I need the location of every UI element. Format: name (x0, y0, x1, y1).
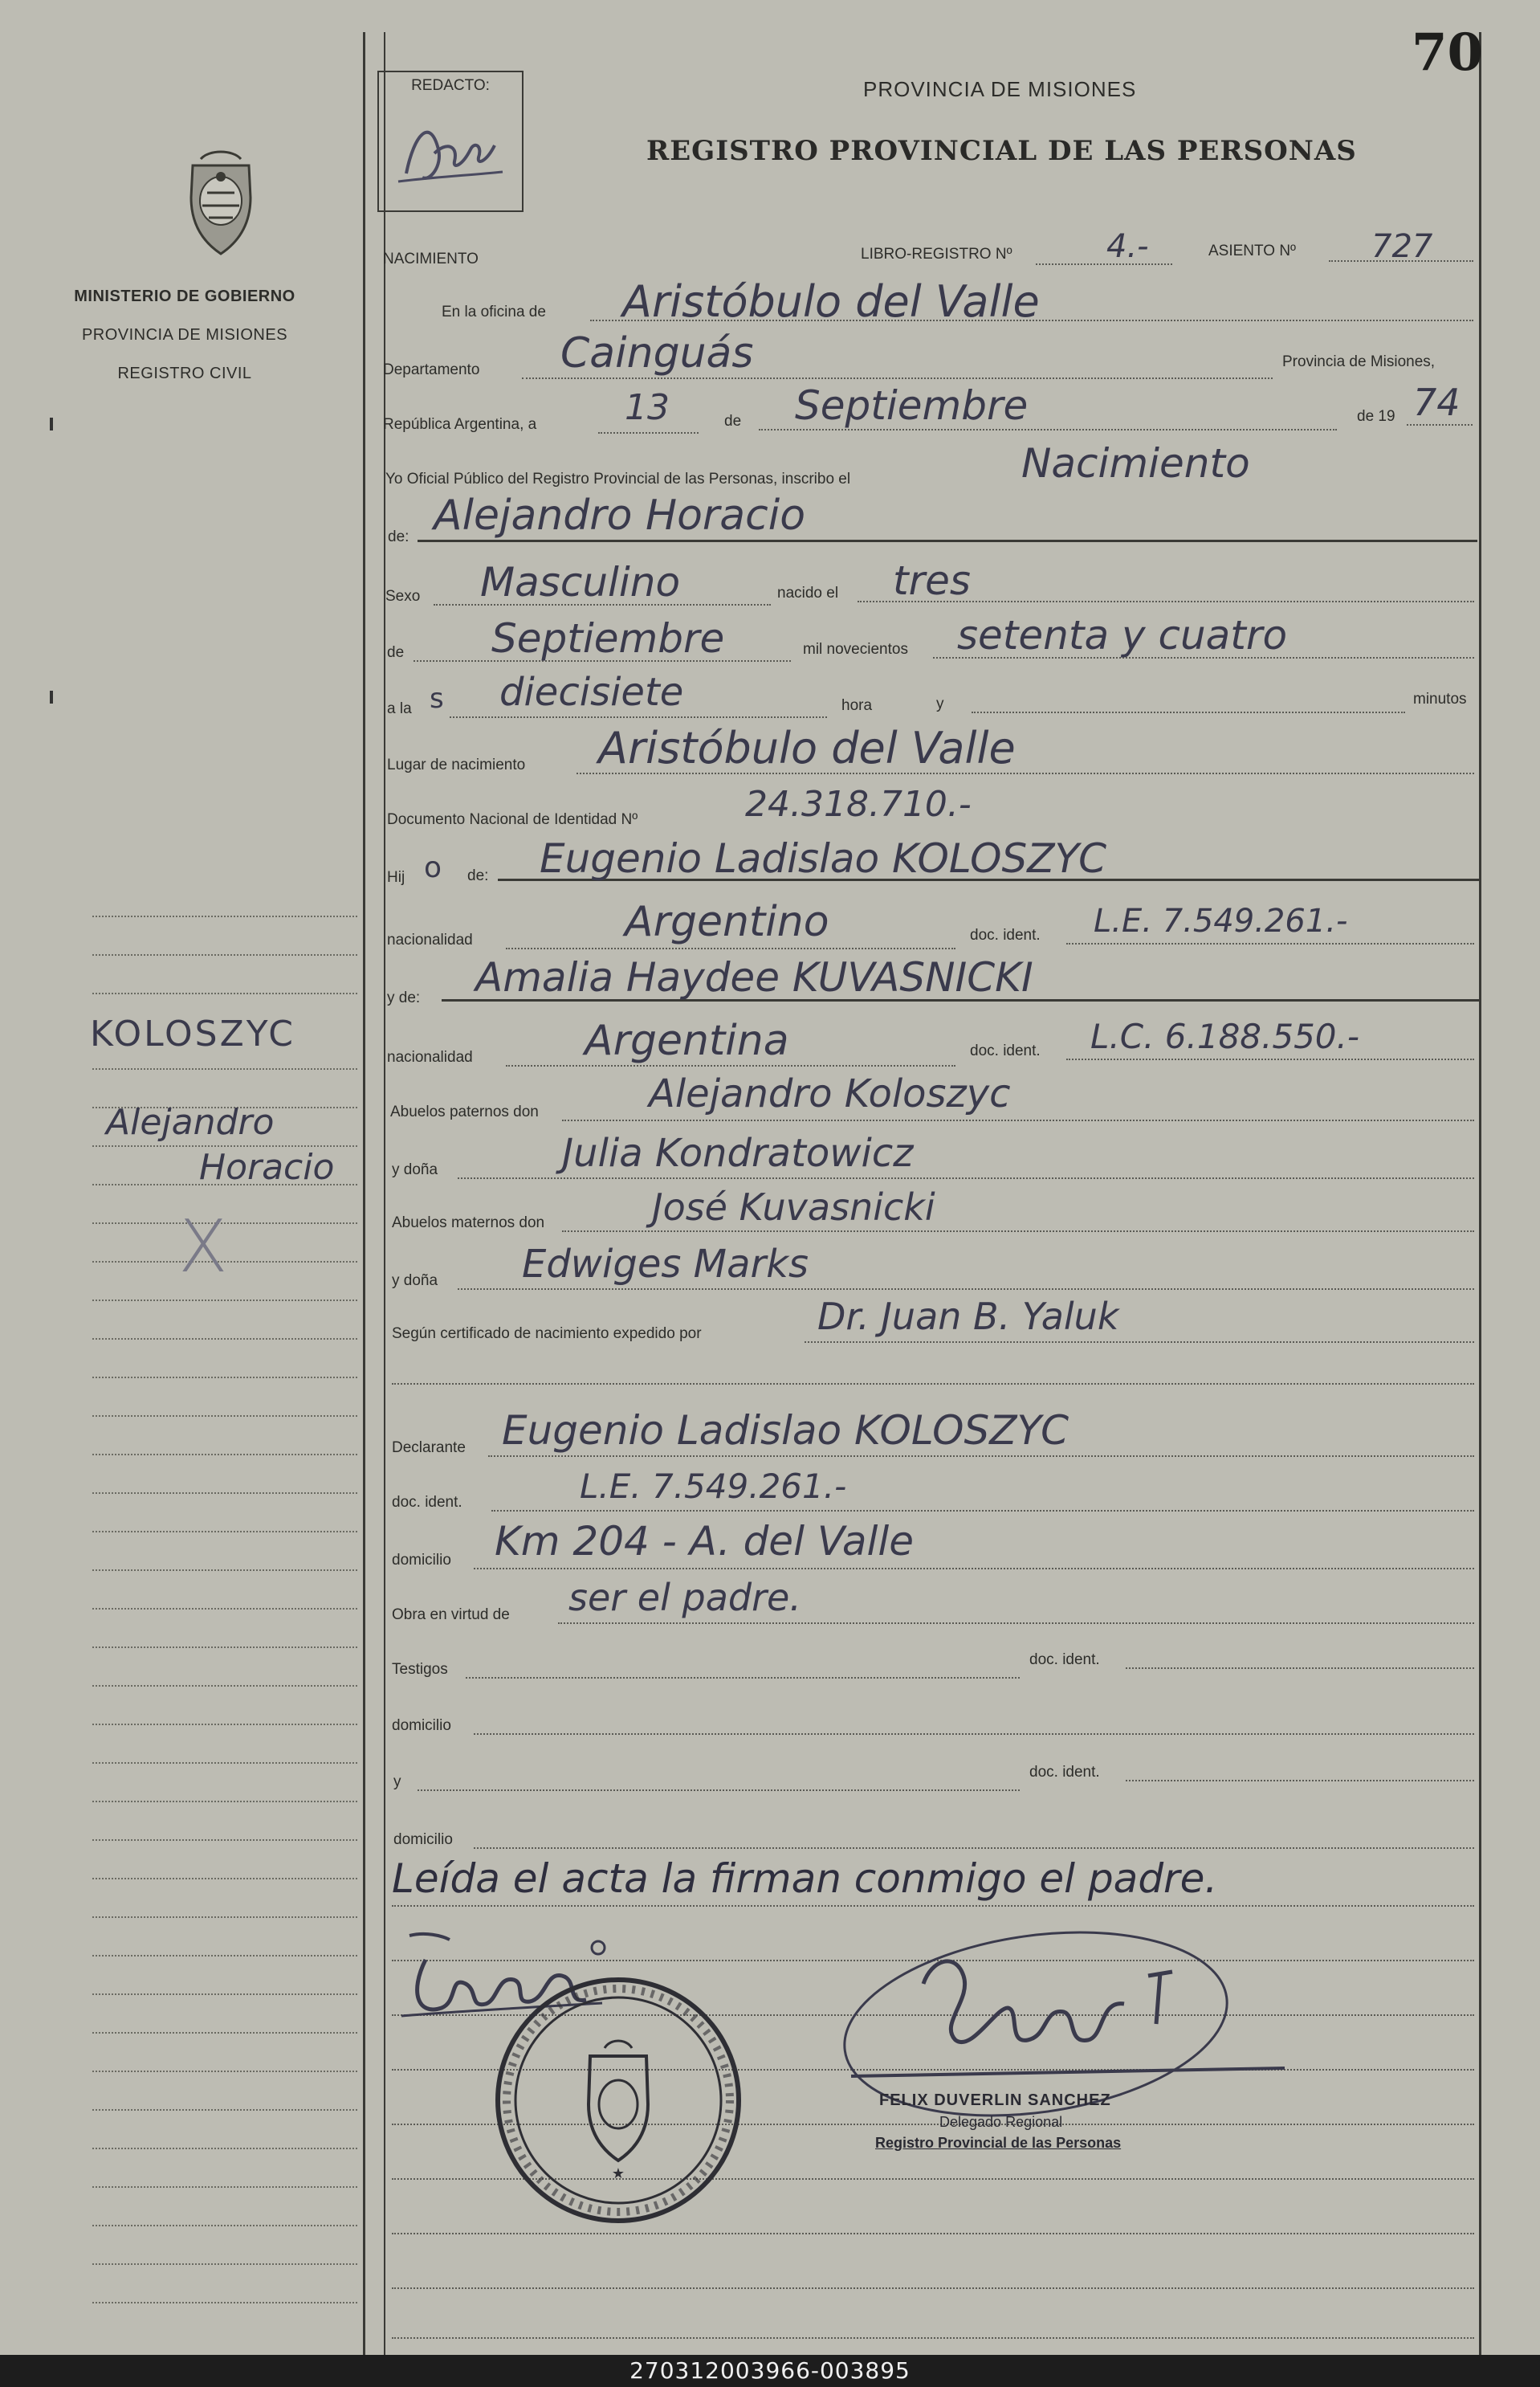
born-de-label: de (387, 644, 405, 661)
witness-address-line (474, 1733, 1474, 1735)
maternal-grandmother-value: Edwiges Marks (522, 1242, 809, 1287)
year-line (1407, 424, 1473, 426)
binding-mark (50, 418, 53, 430)
paternal-dona-label: y doña (392, 1161, 438, 1178)
child-name-value: Alejandro Horacio (434, 492, 806, 540)
certificate-line (805, 1341, 1474, 1343)
maternal-grandparents-label: Abuelos maternos don (392, 1214, 545, 1231)
sidebar-civil-registry: REGISTRO CIVIL (117, 365, 252, 382)
official-registry-stamp: Registro Provincial de las Personas (875, 2135, 1122, 2151)
year-value: 74 (1413, 381, 1461, 424)
born-label: nacido el (777, 585, 839, 602)
binding-mark (50, 691, 53, 704)
provincial-seal-icon (161, 141, 281, 262)
maternal-grandmother-line (458, 1288, 1474, 1290)
maternal-grandfather-value: José Kuvasnicki (652, 1185, 935, 1229)
by-virtue-label: Obra en virtud de (392, 1606, 510, 1623)
official-round-stamp (486, 1968, 751, 2233)
province-suffix-label: Provincia de Misiones, (1282, 353, 1436, 370)
department-value: Cainguás (560, 329, 754, 377)
paternal-grandparents-label: Abuelos paternos don (390, 1104, 539, 1120)
declarant-label: Declarante (392, 1439, 466, 1456)
paternal-grandmother-line (458, 1177, 1474, 1179)
left-margin-rule (363, 32, 365, 2355)
born-month-value: Septiembre (491, 615, 725, 662)
child-de-label: de: (467, 867, 489, 884)
year-label: de 19 (1357, 408, 1395, 425)
mother-nationality-label: nacionalidad (387, 1049, 473, 1066)
hour-label: hora (841, 697, 873, 714)
witness2-doc-label: doc. ident. (1029, 1764, 1100, 1781)
date-de-label: de (724, 413, 742, 430)
father-doc-label: doc. ident. (970, 927, 1041, 944)
name-de-label: de: (388, 528, 409, 545)
redacto-box (377, 71, 524, 212)
address-line (474, 1568, 1474, 1569)
declarant-doc-label: doc. ident. (392, 1494, 462, 1511)
maternal-grandfather-line (562, 1230, 1474, 1232)
sidebar-given-name-2: Horacio (199, 1147, 335, 1188)
thousand-label: mil novecientos (803, 641, 908, 658)
book-label: LIBRO-REGISTRO Nº (861, 246, 1012, 263)
month-value: Septiembre (795, 382, 1029, 429)
born-day-value: tres (893, 557, 971, 604)
paternal-grandfather-line (562, 1120, 1474, 1121)
office-value: Aristóbulo del Valle (622, 276, 1040, 327)
child-suffix-value: o (424, 851, 442, 884)
father-doc-value: L.E. 7.549.261.- (1094, 903, 1348, 940)
father-nationality-label: nacionalidad (387, 932, 473, 949)
mother-doc-value: L.C. 6.188.550.- (1090, 1017, 1360, 1056)
document-id-footer: 270312003966-003895 (0, 2355, 1540, 2387)
day-line (598, 432, 699, 434)
mother-name-value: Amalia Haydee KUVASNICKI (475, 954, 1033, 1001)
by-virtue-line (558, 1622, 1474, 1624)
paternal-grandmother-value: Julia Kondratowicz (562, 1131, 914, 1176)
department-line (522, 377, 1273, 379)
sex-label: Sexo (385, 588, 421, 605)
dni-label: Documento Nacional de Identidad Nº (387, 811, 638, 828)
witness-doc-line (1126, 1667, 1474, 1669)
mother-label: y de: (387, 989, 421, 1006)
declarant-doc-line (491, 1510, 1474, 1512)
sidebar-province: PROVINCIA DE MISIONES (81, 326, 288, 344)
hour-line (450, 716, 827, 718)
form-ruled-line (392, 2337, 1474, 2339)
witness-line (466, 1677, 1020, 1679)
sex-value: Masculino (480, 559, 681, 606)
witness-and-label: y (393, 1773, 401, 1790)
sidebar-surname: KOLOSZYC (90, 1014, 295, 1055)
official-name-stamp: FELIX DUVERLIN SANCHEZ (879, 2091, 1111, 2109)
father-doc-line (1066, 943, 1474, 945)
certificate-label: Según certificado de nacimiento expedido por (392, 1325, 702, 1342)
form-ruled-line (392, 2287, 1474, 2289)
maternal-dona-label: y doña (392, 1272, 438, 1289)
witness2-address-label: domicilio (393, 1831, 453, 1848)
right-margin-rule (1479, 32, 1481, 2355)
and-label: y (936, 696, 944, 712)
svg-text:★: ★ (611, 2165, 625, 2182)
witness2-address-line (474, 1847, 1474, 1849)
name-rule (418, 540, 1477, 542)
father-name-value: Eugenio Ladislao KOLOSZYC (540, 835, 1107, 882)
birthplace-value: Aristóbulo del Valle (598, 723, 1016, 773)
hour-value: diecisiete (499, 670, 684, 715)
inner-margin-rule (384, 32, 385, 2355)
child-of-label: Hij (387, 869, 405, 886)
at-suffix-value: s (430, 683, 444, 715)
mother-doc-line (1066, 1059, 1474, 1060)
official-label: Yo Oficial Público del Registro Provincial de las Personas, inscribo el (385, 471, 851, 488)
certificate-line-2 (392, 1383, 1474, 1385)
closing-statement: Leída el acta la firman conmigo el padre. (392, 1855, 1218, 1902)
book-value: 4.- (1106, 228, 1149, 265)
official-title-stamp: Delegado Regional (939, 2114, 1063, 2130)
entry-value: 727 (1371, 228, 1433, 265)
mother-doc-label: doc. ident. (970, 1043, 1041, 1059)
declarant-value: Eugenio Ladislao KOLOSZYC (502, 1407, 1069, 1454)
witness2-line (418, 1789, 1020, 1791)
sidebar-cross-mark: X (178, 1205, 228, 1289)
address-value: Km 204 - A. del Valle (495, 1518, 915, 1565)
redacto-label: REDACTO: (411, 77, 490, 94)
official-value: Nacimiento (1021, 440, 1250, 487)
father-nationality-line (506, 948, 955, 949)
entry-label: ASIENTO Nº (1208, 243, 1296, 259)
by-virtue-value: ser el padre. (568, 1576, 801, 1619)
declarant-doc-value: L.E. 7.549.261.- (580, 1467, 847, 1506)
republic-label: República Argentina, a (383, 416, 537, 433)
mother-nationality-value: Argentina (585, 1017, 789, 1065)
office-label: En la oficina de (442, 304, 546, 320)
day-value: 13 (625, 387, 670, 428)
minutes-line (972, 712, 1405, 713)
witness2-doc-line (1126, 1780, 1474, 1781)
at-label: a la (387, 700, 412, 717)
witness-doc-label: doc. ident. (1029, 1651, 1100, 1668)
minutes-label: minutos (1413, 691, 1467, 708)
redacto-initials-signature (382, 101, 519, 206)
paternal-grandfather-value: Alejandro Koloszyc (649, 1071, 1011, 1116)
header-registry-title: REGISTRO PROVINCIAL DE LAS PERSONAS (646, 135, 1357, 167)
act-type-label: NACIMIENTO (383, 251, 479, 267)
address-label: domicilio (392, 1552, 451, 1569)
mother-nationality-line (506, 1065, 955, 1067)
form-ruled-line (392, 2233, 1474, 2234)
father-nationality-value: Argentino (625, 898, 829, 946)
closing-line (392, 1905, 1474, 1907)
header-province: PROVINCIA DE MISIONES (863, 77, 1137, 101)
witness-label: Testigos (392, 1661, 448, 1678)
declarant-line (488, 1455, 1474, 1457)
book-line (1036, 263, 1172, 265)
birthplace-label: Lugar de nacimiento (387, 757, 526, 773)
department-label: Departamento (383, 361, 480, 378)
dni-value: 24.318.710.- (745, 784, 972, 825)
sidebar-given-name-1: Alejandro (106, 1102, 275, 1143)
witness-address-label: domicilio (392, 1717, 451, 1734)
page-number: 70 (1412, 22, 1484, 83)
certificate-value: Dr. Juan B. Yaluk (817, 1295, 1119, 1338)
month-line (759, 429, 1337, 430)
sidebar-ministry: MINISTERIO DE GOBIERNO (74, 288, 295, 305)
born-year-value: setenta y cuatro (957, 612, 1288, 659)
